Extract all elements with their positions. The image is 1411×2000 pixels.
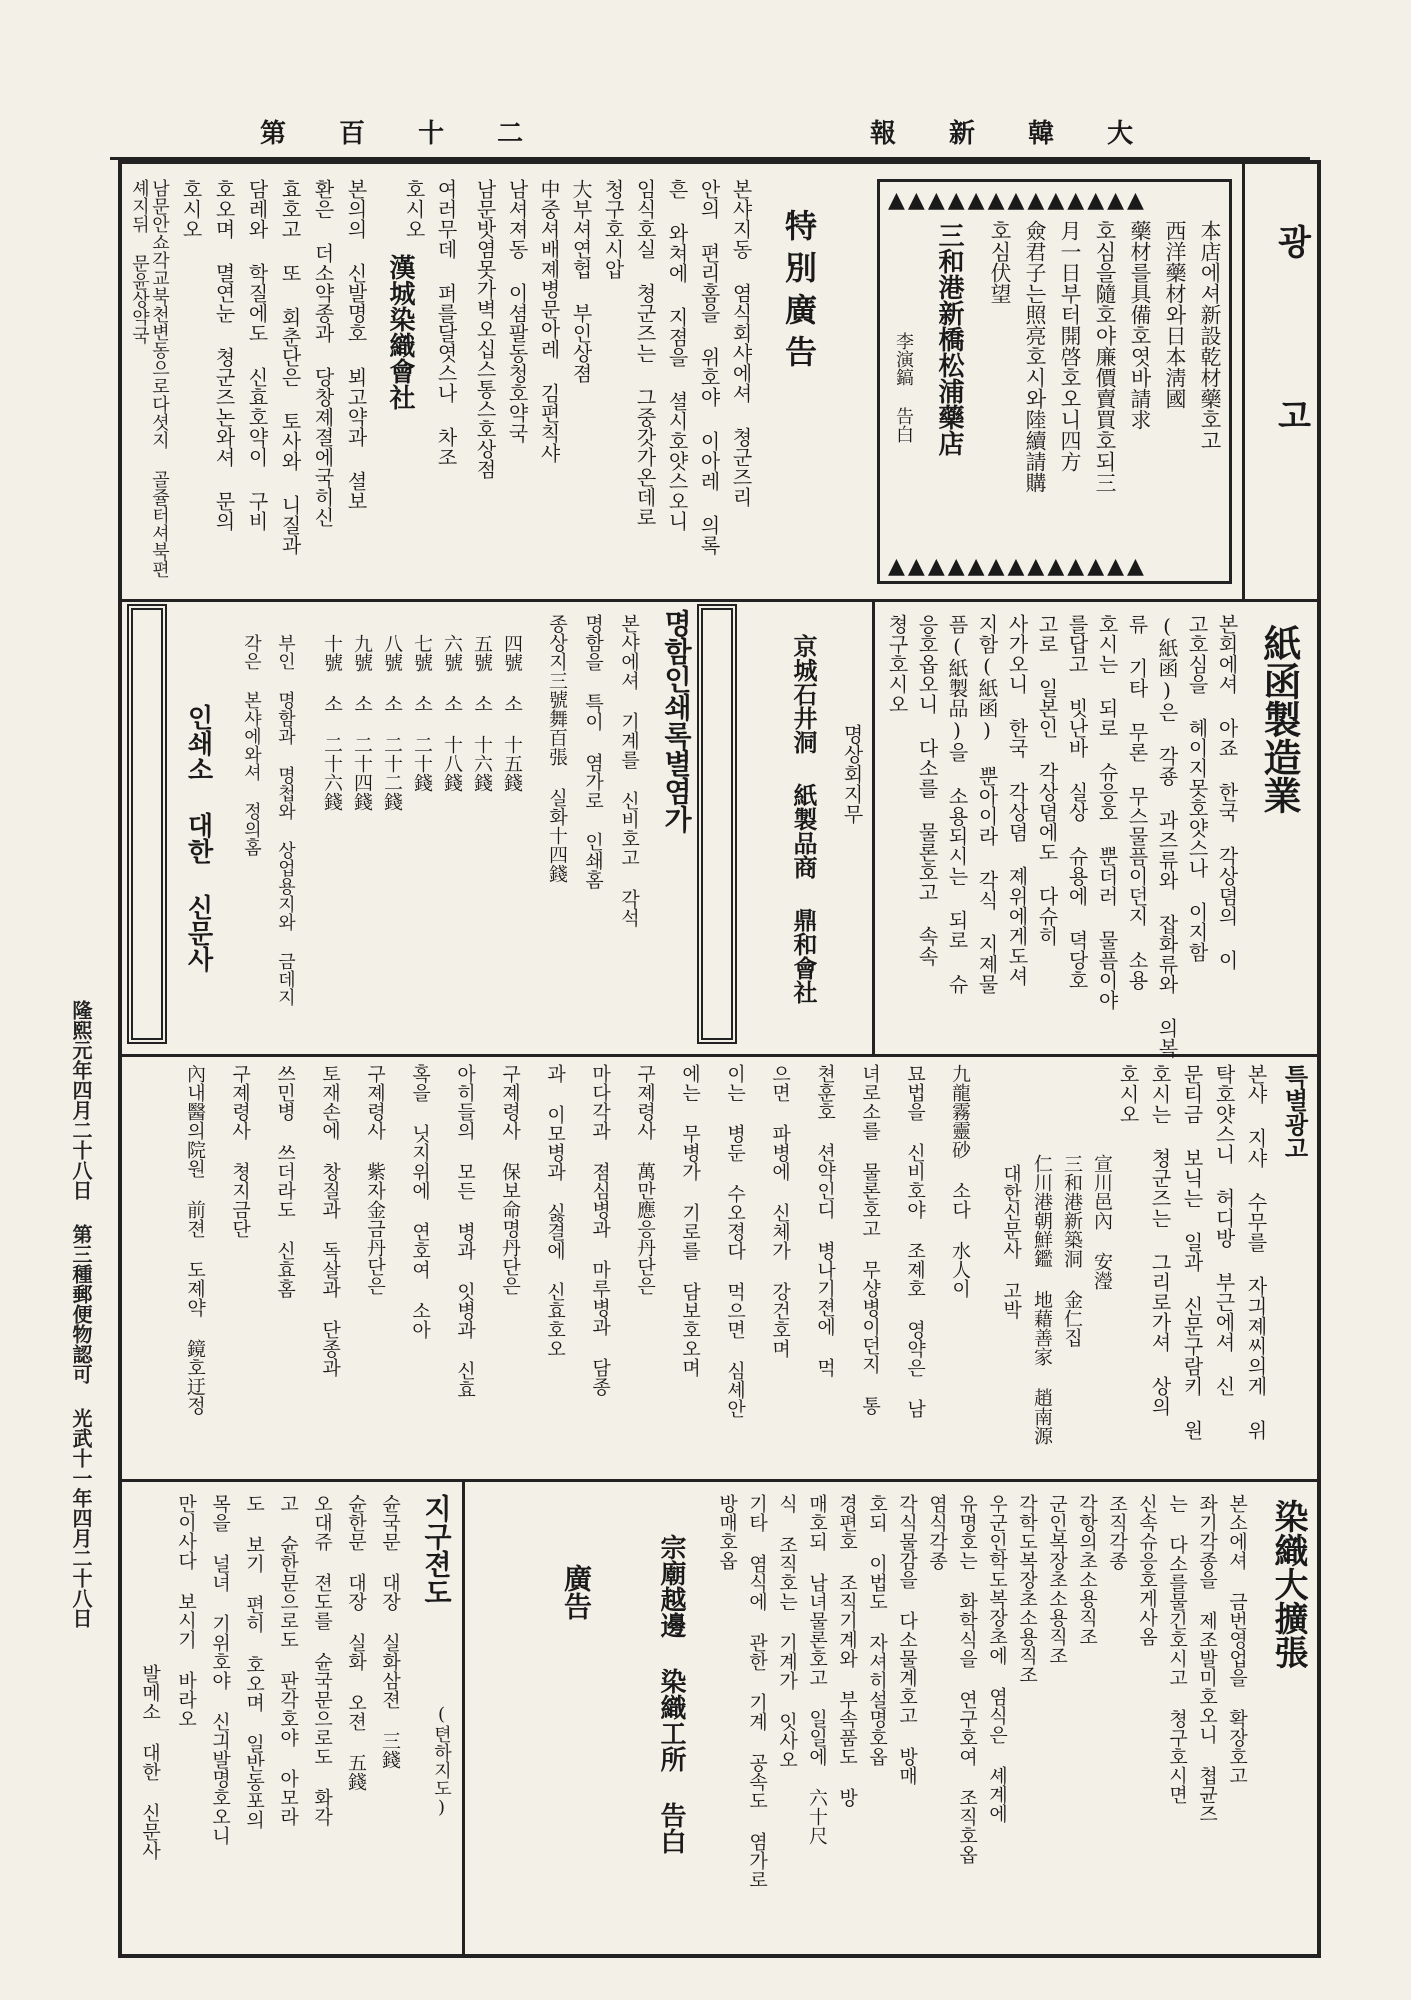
fret-border [697,604,737,1044]
divider [462,1479,465,1954]
pharmacy-body: 本店에셔新設乾材藥호고 西洋藥材와日本淸國 藥材를具備호엿바請求 호심을隨호야廉價賣買호되三 月一日부터開啓호오니四方 僉君子는照亮호시와陸續請購 호심伏望 [988,220,1222,493]
dye-ad-shop: 宗廟越邊 染織工所 告白 [656,1534,686,1854]
print-ad-title: 명함인쇄록별염가 [660,609,693,833]
globe-ad-title: 지구젼도 [420,1494,453,1606]
ad-banner: 광 고 [1271,224,1311,482]
paper-name: 報 新 韓 大 [870,119,1156,149]
medicine-ad-body: 본의의 신발명호 뵈고약과 셜보 환은 더소약종과 당창졔졀에국히신 효호고 또 회춘단은 토사와 니질과 담레와 학질에도 신효호약이 구비 호오며 멸연눈 쳥군즈논와셔 문의 호시오 [179,179,368,555]
special-ad-closing: 여러무데 퍼를달엿스나 차조 호시오 [402,179,458,467]
side-margin-text: 隆熙元年四月二十八日 第三種郵便物認可 光武十一年四月二十八日 [69,1000,93,1628]
divider [122,1479,1317,1482]
divider [122,1054,1317,1057]
pharmacy-ad: ▲▲▲▲▲▲▲▲▲▲▲▲▲ ▲▲▲▲▲▲▲▲▲▲▲▲▲ 本店에셔新設乾材藥호고 西洋藥材와日本淸國 藥材를具備호엿바請求 호심을隨호야廉價賣買호되三 月一日부터開啓호오니四方 僉君子는照亮호시와陸續請購 호심伏望 三和港新橋松浦藥店 李演鎬 告白 [877,179,1232,584]
paper-ad-signer: 명상회지무 [840,724,864,824]
pharmacy-signer: 李演鎬 告白 [893,332,914,443]
special-ad-title: 特別廣告 [780,209,818,377]
pharmacy-name: 三和港新橋松浦藥店 [934,222,964,456]
page-number: 第 百 十 二 [260,119,546,149]
divider [872,599,875,1054]
print-ad-body: 본샤에셔 기계를 신비호고 각석 명함을 특이 염가로 인쇄홈 종상지三號舞百張 실화十四錢 [546,614,640,927]
branch-ad-agents: 宣川邑內 安瀅 三和港新築洞 金仁집 仁川港朝鮮鑑 地藉善家 趙南源 [1031,1154,1113,1445]
page-header [110,105,1310,160]
dye-ad-label: 廣告 [560,1564,593,1620]
paper-ad-shop: 京城石井洞 紙製品商 鼎和會社 [789,634,818,1004]
special-ad-company: 漢城染織會社 [385,254,415,410]
medicine-ad-address: 남문안쇼각교북천변동으로다셧지 골쥴터셔북편셰지뒤 문윤상약국 [129,179,170,578]
ad-frame [118,160,1321,1958]
special-ad-body: 본샤지동 염식회샤에셔 쳥군즈리 안의 편리홈을 위호야 이아레 의록 흔 와쳐에 지졈을 셜시호얏스오니 임식호실 쳥군즈는 그중갓가온데로 청구호시압 大부셔연헙 부인상졈 中중셔배졔병문아레 김편칙샤 남셔져동 이셤팔동청호약국 남문밧염못가벽오십스통스호상점 [473,179,753,555]
paper-ad-body: 본회에셔 아죠 한국 각상뎜의 이 고호심을 헤이지못호얏스나 이지함 (紙函)은 각죵 과즈류와 잡화류와 의복 류 기타 무론 무스물픔이던지 소용 호시는 되로 슈응호 뿐더러 물픔이야 를답고 빗난바 실상 슈용에 뎍당호 고로 일본인 각상뎜에도 다슈히 사가오니 한국 각상뎜 졔위에게도셔 지함(紙函) 뿐아이라 각식 지졔물 픔(紙製品)을 소용되시는 되로 슈 응호옵오니 다소를 물론호고 속속 쳥구호시오 [885,614,1239,1058]
print-ad-note: 부인 명함과 명첩와 상업용지와 금데지 각은 본샤에와셔 정의홈 [241,634,296,1006]
globe-ad-company: 발메소 대한 신문사 [139,1664,161,1860]
print-ad-prices: 四號 소 十五錢 五號 소 十六錢 六號 소 十八錢 七號 소 二十錢 八號 소 二十二錢 九號 소 二十四錢 十號 소 二十六錢 [321,634,523,811]
dye-ad-body: 본소에셔 금번영업을 확장호고 좌기각종을 제조발미호오니 쳡균즈 는 다소를물긴호시고 쳥구호시면 신속슈응호게사옴 조직각종 각항의초소용직조 군인복장초소용직조 각학도복장초소용직조 우군인학도복장초에 염식은 셰계에 유명호는 화학식을 연구호여 조직호옵 염식각종 각식물감을 다소물계호고 방매 호되 이법도 자셔히설명호옵 경편호 조직기계와 부속품도 방 매호되 남녀물론호고 일일에 六十尺 식 조직호는 기계가 잇사오 기타 염식에 관한 기계 공속도 염가로 방매호옵 [716,1494,1248,1889]
globe-ad-subtitle: (텬하지도) [431,1704,452,1818]
globe-ad-body: 슌국문 대장 실화삼젼 三錢 슌한문 대장 실화 오젼 五錢 오대쥬 젼도를 슌국문으로도 화각 고 슌한문으로도 판각호야 아모라 도 보기 편히 호오며 일반동포의 목을 널녀 기위호야 신긔발명호오니 만이사다 보시기 바라오 [175,1494,401,1845]
divider [1242,164,1245,599]
paper-ad-title: 紙函製造業 [1257,624,1302,814]
dye-ad-title: 染織大擴張 [1268,1499,1308,1669]
medicine2-ad-body: 九龍霧靈砂 소다 水人이 묘법을 신비호야 조졔호 영약은 남 녀로소를 물론호고 무샹병이던지 통 쳔훈호 션약인디 병나기젼에 먹 으면 파병에 신체가 강건호며 이는 병둔 수오졍다 먹으면 심셰안 에는 무병가 기로를 담보호오며 구졔령사 萬만應응丹단은 마다각과 졈심병과 마루병과 담종 과 이모병과 싫결에 신효호오 구졔령사 保보命명丹단은 아히들의 모든 병과 잇병과 신효 혹을 닛지위에 연호여 소아 구졔령사 紫자金금丹단은 토재손에 창질과 독살과 단종과 쓰민병 쓰더라도 신효홈 구졔령사 쳥지금단 內내醫의院원 前젼 도졔약 鏡호迂정 [184,1064,971,1418]
print-ad-company: 인쇄소 대한 신문사 [183,704,213,972]
branch-ad-body: 본샤 지샤 수무를 자긔졔씨의게 위 탁호얏스니 허디방 부근에셔 신 문티금 보닉는 일과 신문구람키 원 호시는 쳥군즈는 그리로가셔 상의 호시오 [1116,1064,1268,1440]
branch-ad-title: 특별광고 [1280,1064,1309,1160]
branch-ad-company: 대한신문사 고박 [1000,1164,1022,1319]
fret-border [127,604,167,1044]
divider [122,599,1317,602]
